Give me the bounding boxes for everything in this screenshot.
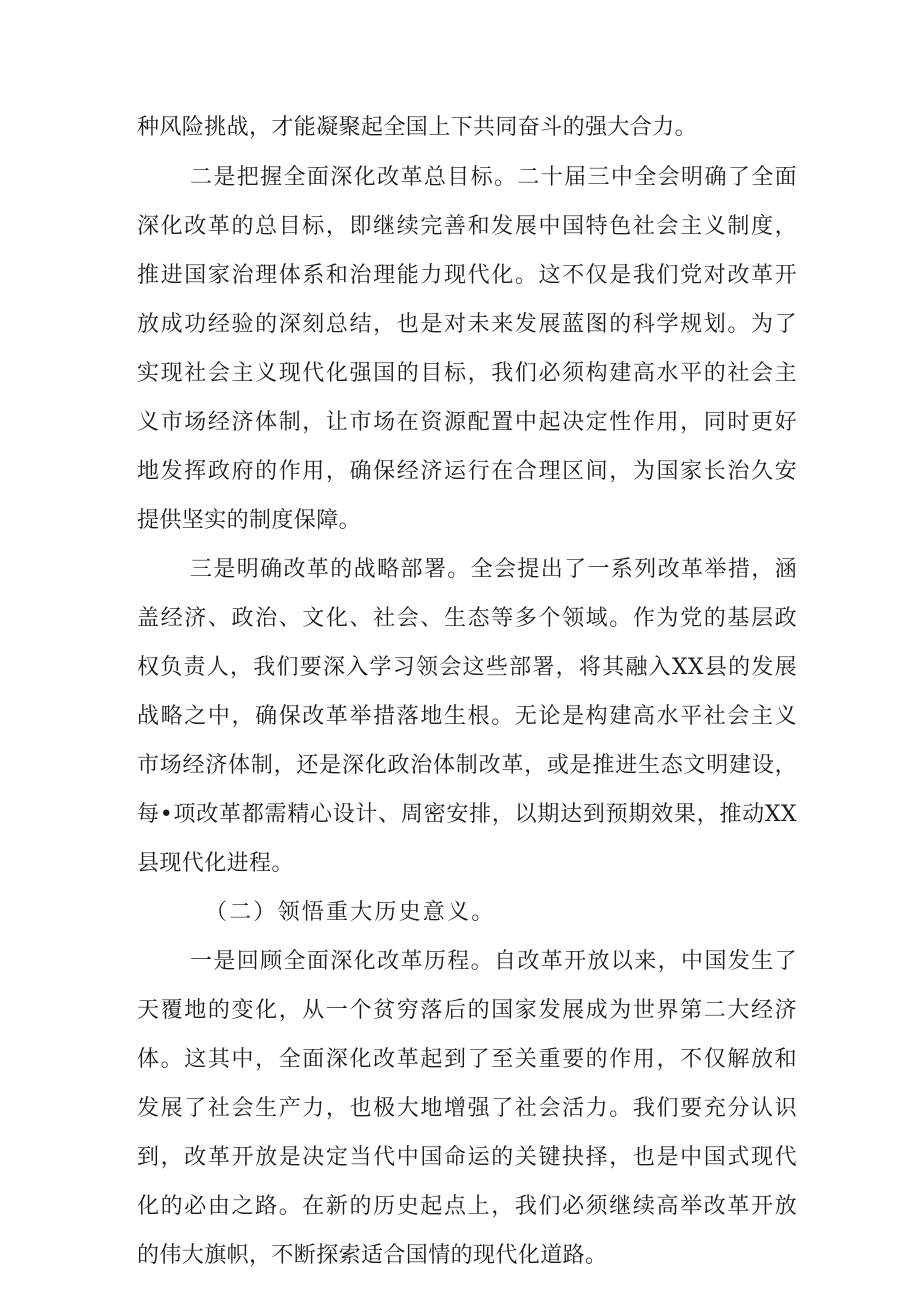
text-line: 盖经济、政治、文化、社会、生态等多个领域。作为党的基层政 (137, 606, 797, 631)
text-line: 到，改革开放是决定当代中国命运的关键抉择，也是中国式现代 (137, 1145, 797, 1170)
text-line: 战略之中，确保改革举措落地生根。无论是构建高水平社会主义 (137, 704, 797, 729)
text-line: 提供坚实的制度保障。 (137, 508, 362, 533)
text-line: 放成功经验的深刻总结，也是对未来发展蓝图的科学规划。为了 (137, 312, 797, 337)
section-heading: （二）领悟重大历史意义。 (205, 900, 496, 925)
paragraph-first-line: 一是回顾全面深化改革历程。自改革开放以来，中国发生了 (190, 949, 797, 974)
text-line: 的伟大旗帜，不断探索适合国情的现代化道路。 (137, 1243, 608, 1268)
paragraph-first-line: 二是把握全面深化改革总目标。二十届三中全会明确了全面 (190, 165, 797, 190)
text-line: 天覆地的变化，从一个贫穷落后的国家发展成为世界第二大经济 (137, 998, 797, 1023)
text-line: 义市场经济体制，让市场在资源配置中起决定性作用，同时更好 (137, 410, 797, 435)
text-line: 体。这其中，全面深化改革起到了至关重要的作用，不仅解放和 (137, 1047, 797, 1072)
text-line: 化的必由之路。在新的历史起点上，我们必须继续高举改革开放 (137, 1194, 797, 1219)
text-line: 地发挥政府的作用，确保经济运行在合理区间，为国家长治久安 (137, 459, 797, 484)
text-line: 市场经济体制，还是深化政治体制改革，或是推进生态文明建设， (137, 753, 797, 778)
text-line: 推进国家治理体系和治理能力现代化。这不仅是我们党对改革开 (137, 263, 797, 288)
paragraph-first-line: 三是明确改革的战略部署。全会提出了一系列改革举措，涵 (190, 557, 797, 582)
text-line: 深化改革的总目标，即继续完善和发展中国特色社会主义制度， (137, 214, 797, 239)
text-line: 权负责人，我们要深入学习领会这些部署，将其融入XX县的发展 (137, 655, 797, 680)
text-line: 实现社会主义现代化强国的目标，我们必须构建高水平的社会主 (137, 361, 797, 386)
text-line: 县现代化进程。 (137, 851, 294, 876)
text-line: 每•项改革都需精心设计、周密安排，以期达到预期效果，推动XX (137, 802, 797, 827)
text-line: 种风险挑战，才能凝聚起全国上下共同奋斗的强大合力。 (137, 115, 698, 140)
text-line: 发展了社会生产力，也极大地增强了社会活力。我们要充分认识 (137, 1096, 797, 1121)
